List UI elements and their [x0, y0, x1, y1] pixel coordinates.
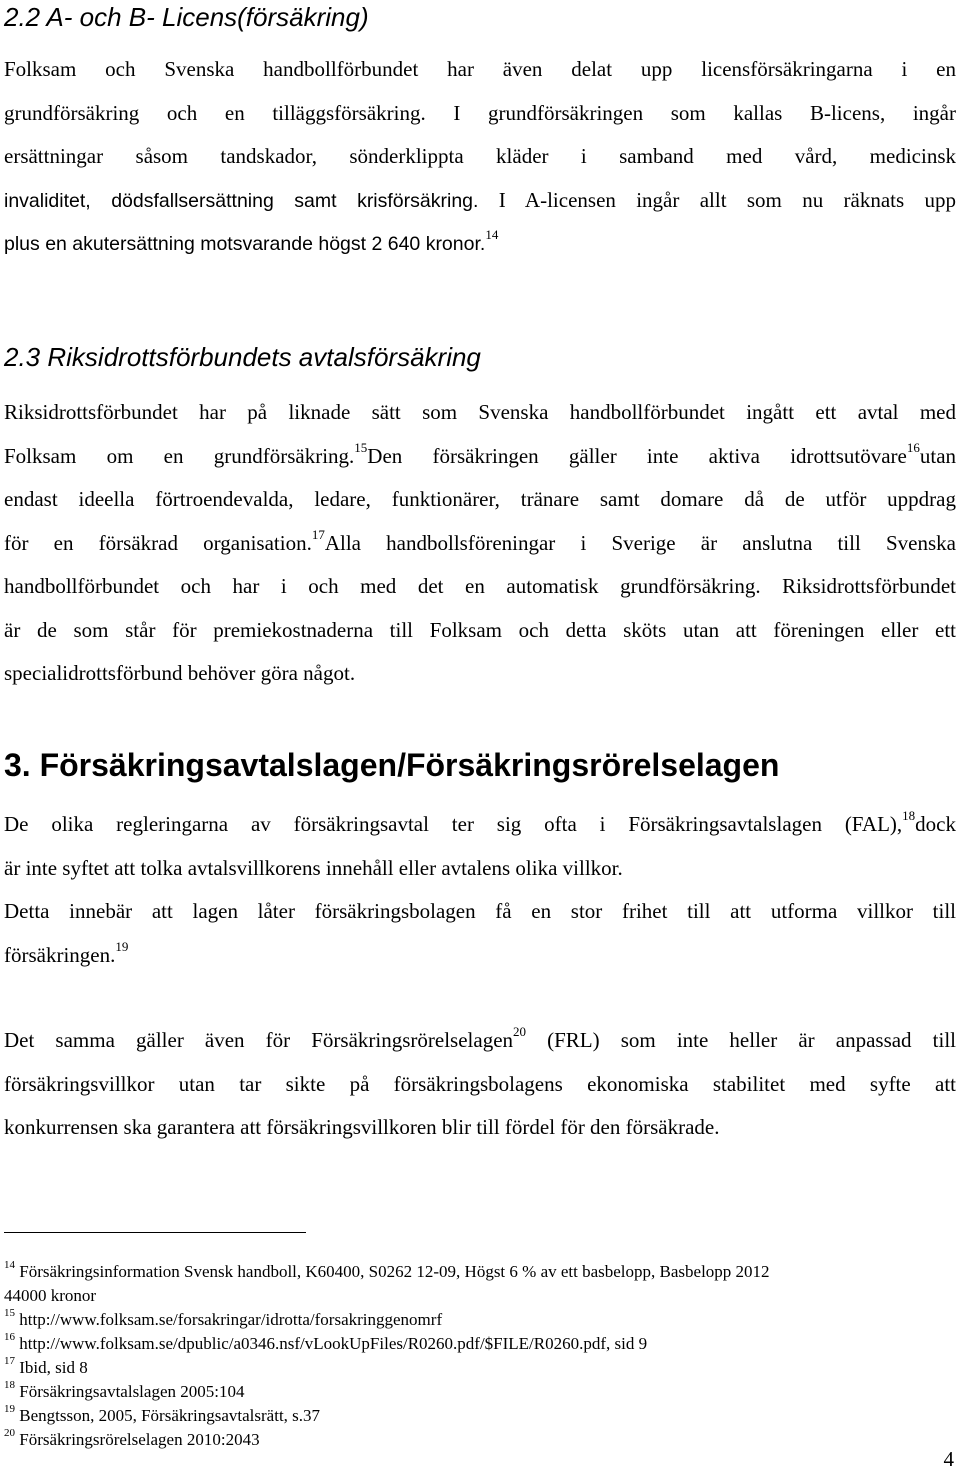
footnote-number: 18 — [4, 1379, 15, 1392]
section-heading-2-3: 2.3 Riksidrottsförbundets avtalsförsäkring — [4, 342, 481, 372]
text-line: endast ideella förtroendevalda, ledare, funktionärer, tränare samt domare då de utför uppdrag — [4, 487, 956, 511]
text-line: specialidrottsförbund behöver göra något. — [4, 661, 356, 685]
text-line — [4, 803, 956, 847]
footnote-number: 14 — [4, 1259, 15, 1272]
text-line — [4, 435, 956, 479]
text-line — [4, 179, 956, 223]
footnote-text: Bengtsson, 2005, Försäkringsavtalsrätt, s.37 — [19, 1406, 321, 1425]
footnote-ref: 16 — [906, 439, 920, 455]
footnote-text: http://www.folksam.se/forsakringar/idrotta/forsakringgenomrf — [19, 1310, 443, 1329]
text-run: dock — [915, 812, 956, 836]
text-run: Folksam om en grundförsäkring. — [4, 443, 355, 468]
footnote-ref: 20 — [513, 1024, 527, 1039]
section-heading-2-2: 2.2 A- och B- Licens(försäkring) — [4, 2, 369, 32]
text-line: försäkringsvillkor utan tar sikte på försäkringsbolagens ekonomiska stabilitet med syfte att — [4, 1071, 956, 1096]
text-line: Riksidrottsförbundet har på liknade sätt som Svenska handbollförbundet ingått ett avtal med — [4, 400, 956, 424]
text-line: Folksam och Svenska handbollförbundet har även delat upp licensförsäkringarna i en — [4, 57, 956, 81]
footnote-divider — [4, 1232, 306, 1233]
text-line — [4, 1019, 956, 1063]
text-run: plus en akutersättning motsvarande högst 2 640 kronor. — [4, 233, 486, 255]
text-run: I A-licensen ingår allt som nu räknats upp — [478, 187, 957, 212]
text-line: handbollförbundet och har i och med det en automatisk grundförsäkring. Riksidrottsförbundet — [4, 574, 956, 598]
footnote-20 — [4, 1428, 956, 1452]
text-run: försäkringen. — [4, 942, 116, 967]
footnote-text: Försäkringsrörelselagen 2010:2043 — [19, 1430, 260, 1449]
footnote-17 — [4, 1356, 956, 1380]
text-run: (FRL) som inte heller är anpassad till — [526, 1028, 957, 1052]
footnote-number: 19 — [4, 1403, 15, 1416]
paragraph-2-3 — [4, 391, 956, 696]
text-line: Detta innebär att lagen låter försäkringsbolagen få en stor frihet till att utforma villkor till — [4, 899, 956, 923]
footnote-ref: 15 — [354, 439, 368, 455]
footnote-number: 17 — [4, 1355, 15, 1368]
footnote-text: Ibid, sid 8 — [19, 1358, 88, 1377]
footnote-14-continued: 44000 kronor — [4, 1286, 97, 1305]
text-line — [4, 522, 956, 566]
text-line: ersättningar såsom tandskador, sönderklippta kläder i samband med vård, medicinsk — [4, 144, 956, 168]
footnote-text: http://www.folksam.se/dpublic/a0346.nsf/vLookUpFiles/R0260.pdf/$FILE/R0260.pdf, sid 9 — [19, 1334, 648, 1353]
text-line — [4, 934, 956, 978]
footnote-text: Försäkringsavtalslagen 2005:104 — [19, 1382, 245, 1401]
footnote-ref: 14 — [485, 227, 499, 242]
paragraph-3-1 — [4, 803, 956, 977]
text-line: konkurrensen ska garantera att försäkringsvillkoren blir till fördel för den försäkrade. — [4, 1115, 720, 1139]
text-run: för en försäkrad organisation. — [4, 530, 312, 555]
text-line: grundförsäkring och en tilläggsförsäkring. I grundförsäkringen som kallas B-licens, ingår — [4, 100, 956, 125]
footnote-14 — [4, 1260, 956, 1284]
text-line: är de som står för premiekostnaderna till Folksam och detta sköts utan att föreningen eller ett — [4, 617, 956, 642]
text-run: utan — [919, 443, 957, 468]
section-heading-3: 3. Försäkringsavtalslagen/Försäkringsrörelselagen — [4, 747, 780, 783]
text-run: Den försäkringen gäller inte aktiva idrottsutövare — [367, 443, 907, 468]
footnote-ref: 18 — [902, 808, 916, 823]
footnote-ref: 19 — [115, 938, 129, 954]
text-run: De olika regleringarna av försäkringsavtal ter sig ofta i Försäkringsavtalslagen (FAL), — [4, 812, 903, 836]
text-run: Det samma gäller även för Försäkringsrörelselagen — [4, 1028, 514, 1052]
footnotes — [4, 1260, 956, 1452]
footnote-number: 20 — [4, 1427, 15, 1440]
page-number: 4 — [943, 1447, 954, 1471]
footnote-number: 15 — [4, 1307, 15, 1320]
paragraph-3-2 — [4, 1019, 956, 1150]
footnote-18 — [4, 1380, 956, 1404]
footnote-text: Försäkringsinformation Svensk handboll, K60400, S0262 12-09, Högst 6 % av ett basbelopp, Basbelopp 2012 — [19, 1262, 770, 1281]
text-line — [4, 222, 956, 266]
text-line: är inte syftet att tolka avtalsvillkorens innehåll eller avtalens olika villkor. — [4, 855, 623, 880]
paragraph-2-2 — [4, 48, 956, 266]
footnote-16 — [4, 1332, 956, 1356]
text-run: Alla handbollsföreningar i Sverige är anslutna till Svenska — [324, 530, 956, 555]
footnote-19 — [4, 1404, 956, 1428]
footnote-number: 16 — [4, 1331, 15, 1344]
text-run: invaliditet, dödsfallsersättning samt krisförsäkring. — [4, 189, 479, 212]
footnote-15 — [4, 1308, 956, 1332]
footnote-ref: 17 — [311, 526, 325, 542]
